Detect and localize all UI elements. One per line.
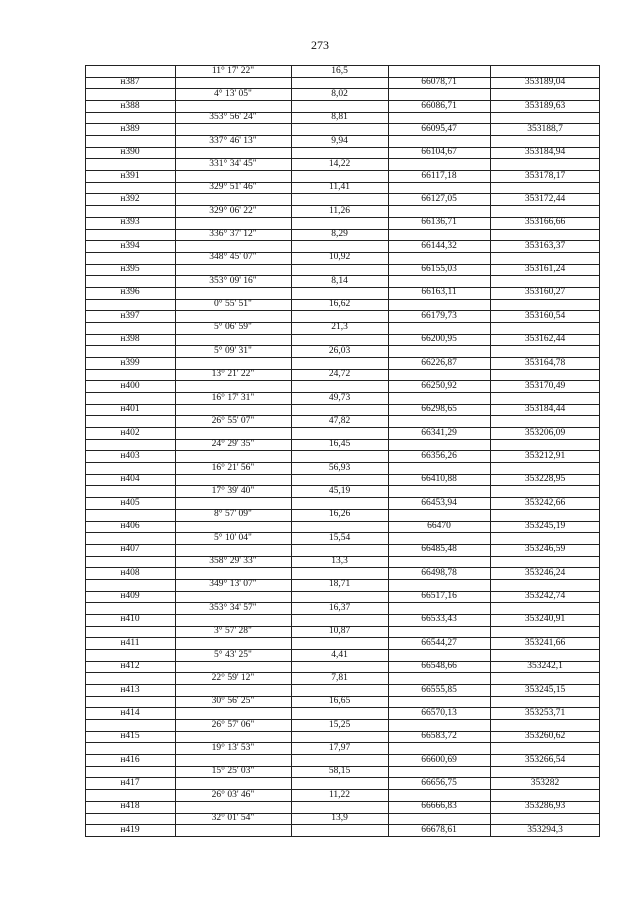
x-coordinate-cell: 66127,05: [421, 193, 457, 204]
x-coordinate-cell: 66544,27: [421, 637, 457, 648]
direction-angle-cell: 0° 55' 51": [214, 299, 252, 310]
distance-cell: 56,93: [328, 462, 351, 473]
point-name-cell: н388: [120, 100, 140, 111]
point-name-cell: н391: [120, 170, 140, 181]
x-coordinate-cell: 66104,67: [421, 147, 457, 158]
x-coordinate-cell: 66410,88: [421, 474, 457, 485]
point-name-cell: н417: [120, 777, 140, 788]
direction-angle-cell: 19° 13' 53": [211, 742, 255, 753]
distance-cell: 8,29: [331, 229, 348, 240]
x-coordinate-cell: 66086,71: [421, 100, 457, 111]
x-coordinate-cell: 66678,61: [421, 824, 457, 835]
direction-angle-cell: 5° 43' 25": [214, 649, 252, 660]
distance-cell: 11,26: [328, 205, 351, 216]
x-coordinate-cell: 66570,13: [421, 707, 457, 718]
direction-angle-cell: 329° 06' 22": [209, 205, 257, 216]
direction-angle-cell: 32° 01' 54": [211, 813, 255, 824]
point-name-cell: н403: [120, 450, 140, 461]
y-coordinate-cell: 353163,37: [524, 240, 566, 251]
point-name-cell: н397: [120, 310, 140, 321]
distance-cell: 15,25: [328, 719, 351, 730]
y-coordinate-cell: 353189,04: [524, 77, 566, 88]
point-name-cell: н392: [120, 193, 140, 204]
x-coordinate-cell: 66356,26: [421, 450, 457, 461]
y-coordinate-cell: 353161,24: [524, 264, 566, 275]
point-name-cell: н406: [120, 521, 140, 532]
distance-cell: 21,3: [331, 322, 348, 333]
x-coordinate-cell: 66470: [427, 521, 451, 532]
direction-angle-cell: 16° 21' 56": [211, 462, 255, 473]
distance-cell: 49,73: [328, 392, 351, 403]
y-coordinate-cell: 353178,17: [524, 170, 566, 181]
x-coordinate-cell: 66453,94: [421, 497, 457, 508]
direction-angle-cell: 348° 45' 07": [209, 252, 257, 263]
page-number: 273: [311, 38, 329, 52]
point-name-cell: н415: [120, 731, 140, 742]
x-coordinate-cell: 66117,18: [421, 170, 457, 181]
x-coordinate-cell: 66136,71: [421, 217, 457, 228]
direction-angle-cell: 3° 57' 28": [214, 626, 252, 637]
distance-cell: 8,14: [331, 275, 348, 286]
y-coordinate-cell: 353286,93: [524, 801, 566, 812]
coordinates-table: [85, 65, 600, 836]
direction-angle-cell: 13° 21' 22": [211, 369, 255, 380]
y-coordinate-cell: 353242,66: [524, 497, 566, 508]
direction-angle-cell: 26° 55' 07": [211, 415, 255, 426]
point-name-cell: н400: [120, 380, 140, 391]
distance-cell: 8,81: [331, 112, 348, 123]
point-name-cell: н402: [120, 427, 140, 438]
point-name-cell: н409: [120, 591, 140, 602]
direction-angle-cell: 5° 09' 31": [214, 345, 252, 356]
y-coordinate-cell: 353242,1: [527, 661, 563, 672]
distance-cell: 26,03: [328, 345, 351, 356]
y-coordinate-cell: 353184,44: [524, 404, 566, 415]
distance-cell: 10,87: [328, 626, 351, 637]
y-coordinate-cell: 353160,54: [524, 310, 566, 321]
y-coordinate-cell: 353260,62: [524, 731, 566, 742]
distance-cell: 16,45: [328, 439, 351, 450]
y-coordinate-cell: 353184,94: [524, 147, 566, 158]
y-coordinate-cell: 353294,3: [527, 824, 563, 835]
x-coordinate-cell: 66163,11: [421, 287, 457, 298]
direction-angle-cell: 4° 13' 05": [214, 88, 252, 99]
distance-cell: 16,37: [328, 602, 351, 613]
y-coordinate-cell: 353245,19: [524, 521, 566, 532]
point-name-cell: н411: [120, 637, 140, 648]
distance-cell: 14,22: [328, 158, 351, 169]
direction-angle-cell: 336° 37' 12": [209, 229, 257, 240]
x-coordinate-cell: 66200,95: [421, 334, 457, 345]
y-coordinate-cell: 353172,44: [524, 193, 566, 204]
point-name-cell: н414: [120, 707, 140, 718]
distance-cell: 58,15: [328, 766, 351, 777]
distance-cell: 45,19: [328, 485, 351, 496]
direction-angle-cell: 5° 10' 04": [214, 532, 252, 543]
x-coordinate-cell: 66144,32: [421, 240, 457, 251]
distance-cell: 17,97: [328, 742, 351, 753]
direction-angle-cell: 15° 25' 03": [211, 766, 255, 777]
point-name-cell: н410: [120, 614, 140, 625]
point-name-cell: н413: [120, 684, 140, 695]
point-name-cell: н412: [120, 661, 140, 672]
y-coordinate-cell: 353206,09: [524, 427, 566, 438]
distance-cell: 4,41: [331, 649, 348, 660]
direction-angle-cell: 5° 06' 59": [214, 322, 252, 333]
x-coordinate-cell: 66600,69: [421, 754, 457, 765]
distance-cell: 7,81: [331, 672, 348, 683]
y-coordinate-cell: 353245,15: [524, 684, 566, 695]
direction-angle-cell: 26° 57' 06": [211, 719, 255, 730]
x-coordinate-cell: 66226,87: [421, 357, 457, 368]
distance-cell: 16,62: [328, 299, 351, 310]
point-name-cell: н416: [120, 754, 140, 765]
x-coordinate-cell: 66179,73: [421, 310, 457, 321]
direction-angle-cell: 329° 51' 46": [209, 182, 257, 193]
direction-angle-cell: 337° 46' 13": [209, 135, 257, 146]
y-coordinate-cell: 353164,78: [524, 357, 566, 368]
y-coordinate-cell: 353162,44: [524, 334, 566, 345]
point-name-cell: н399: [120, 357, 140, 368]
y-coordinate-cell: 353228,95: [524, 474, 566, 485]
x-coordinate-cell: 66656,75: [421, 777, 457, 788]
distance-cell: 16,26: [328, 509, 351, 520]
x-coordinate-cell: 66555,85: [421, 684, 457, 695]
y-coordinate-cell: 353189,63: [524, 100, 566, 111]
x-coordinate-cell: 66298,65: [421, 404, 457, 415]
y-coordinate-cell: 353166,66: [524, 217, 566, 228]
point-name-cell: н395: [120, 264, 140, 275]
point-name-cell: н387: [120, 77, 140, 88]
table-row-divider: [85, 836, 600, 837]
x-coordinate-cell: 66095,47: [421, 123, 457, 134]
y-coordinate-cell: 353282: [530, 777, 560, 788]
x-coordinate-cell: 66341,29: [421, 427, 457, 438]
point-name-cell: н419: [120, 824, 140, 835]
x-coordinate-cell: 66533,43: [421, 614, 457, 625]
distance-cell: 16,5: [331, 65, 348, 76]
y-coordinate-cell: 353253,71: [524, 707, 566, 718]
y-coordinate-cell: 353246,24: [524, 567, 566, 578]
distance-cell: 16,65: [328, 696, 351, 707]
direction-angle-cell: 24° 29' 35": [211, 439, 255, 450]
point-name-cell: н418: [120, 801, 140, 812]
distance-cell: 13,9: [331, 813, 348, 824]
distance-cell: 47,82: [328, 415, 351, 426]
direction-angle-cell: 16° 17' 31": [211, 392, 255, 403]
direction-angle-cell: 353° 56' 24": [209, 112, 257, 123]
point-name-cell: н393: [120, 217, 140, 228]
x-coordinate-cell: 66078,71: [421, 77, 457, 88]
distance-cell: 15,54: [328, 532, 351, 543]
y-coordinate-cell: 353170,49: [524, 380, 566, 391]
direction-angle-cell: 26° 03' 46": [211, 789, 255, 800]
direction-angle-cell: 17° 39' 40": [211, 485, 255, 496]
x-coordinate-cell: 66250,92: [421, 380, 457, 391]
direction-angle-cell: 349° 13' 07": [209, 579, 257, 590]
point-name-cell: н394: [120, 240, 140, 251]
y-coordinate-cell: 353212,91: [524, 450, 566, 461]
direction-angle-cell: 353° 09' 16": [209, 275, 257, 286]
direction-angle-cell: 22° 59' 12": [211, 672, 255, 683]
distance-cell: 10,92: [328, 252, 351, 263]
point-name-cell: н405: [120, 497, 140, 508]
point-name-cell: н407: [120, 544, 140, 555]
direction-angle-cell: 30° 56' 25": [211, 696, 255, 707]
y-coordinate-cell: 353266,54: [524, 754, 566, 765]
point-name-cell: н398: [120, 334, 140, 345]
point-name-cell: н396: [120, 287, 140, 298]
direction-angle-cell: 358° 29' 33": [209, 556, 257, 567]
y-coordinate-cell: 353240,91: [524, 614, 566, 625]
point-name-cell: н408: [120, 567, 140, 578]
point-name-cell: н390: [120, 147, 140, 158]
distance-cell: 11,41: [328, 182, 351, 193]
x-coordinate-cell: 66498,78: [421, 567, 457, 578]
distance-cell: 8,02: [331, 88, 348, 99]
x-coordinate-cell: 66583,72: [421, 731, 457, 742]
x-coordinate-cell: 66155,03: [421, 264, 457, 275]
direction-angle-cell: 8° 57' 09": [214, 509, 252, 520]
point-name-cell: н401: [120, 404, 140, 415]
y-coordinate-cell: 353246,59: [524, 544, 566, 555]
y-coordinate-cell: 353241,66: [524, 637, 566, 648]
direction-angle-cell: 331° 34' 45": [209, 158, 257, 169]
x-coordinate-cell: 66548,66: [421, 661, 457, 672]
distance-cell: 11,22: [328, 789, 351, 800]
distance-cell: 24,72: [328, 369, 351, 380]
x-coordinate-cell: 66485,48: [421, 544, 457, 555]
direction-angle-cell: 353° 34' 57": [209, 602, 257, 613]
direction-angle-cell: 11° 17' 22": [211, 65, 255, 76]
distance-cell: 18,71: [328, 579, 351, 590]
x-coordinate-cell: 66517,16: [421, 591, 457, 602]
point-name-cell: н404: [120, 474, 140, 485]
y-coordinate-cell: 353160,27: [524, 287, 566, 298]
y-coordinate-cell: 353242,74: [524, 591, 566, 602]
distance-cell: 13,3: [331, 556, 348, 567]
x-coordinate-cell: 66666,83: [421, 801, 457, 812]
y-coordinate-cell: 353188,7: [527, 123, 563, 134]
distance-cell: 9,94: [331, 135, 348, 146]
point-name-cell: н389: [120, 123, 140, 134]
